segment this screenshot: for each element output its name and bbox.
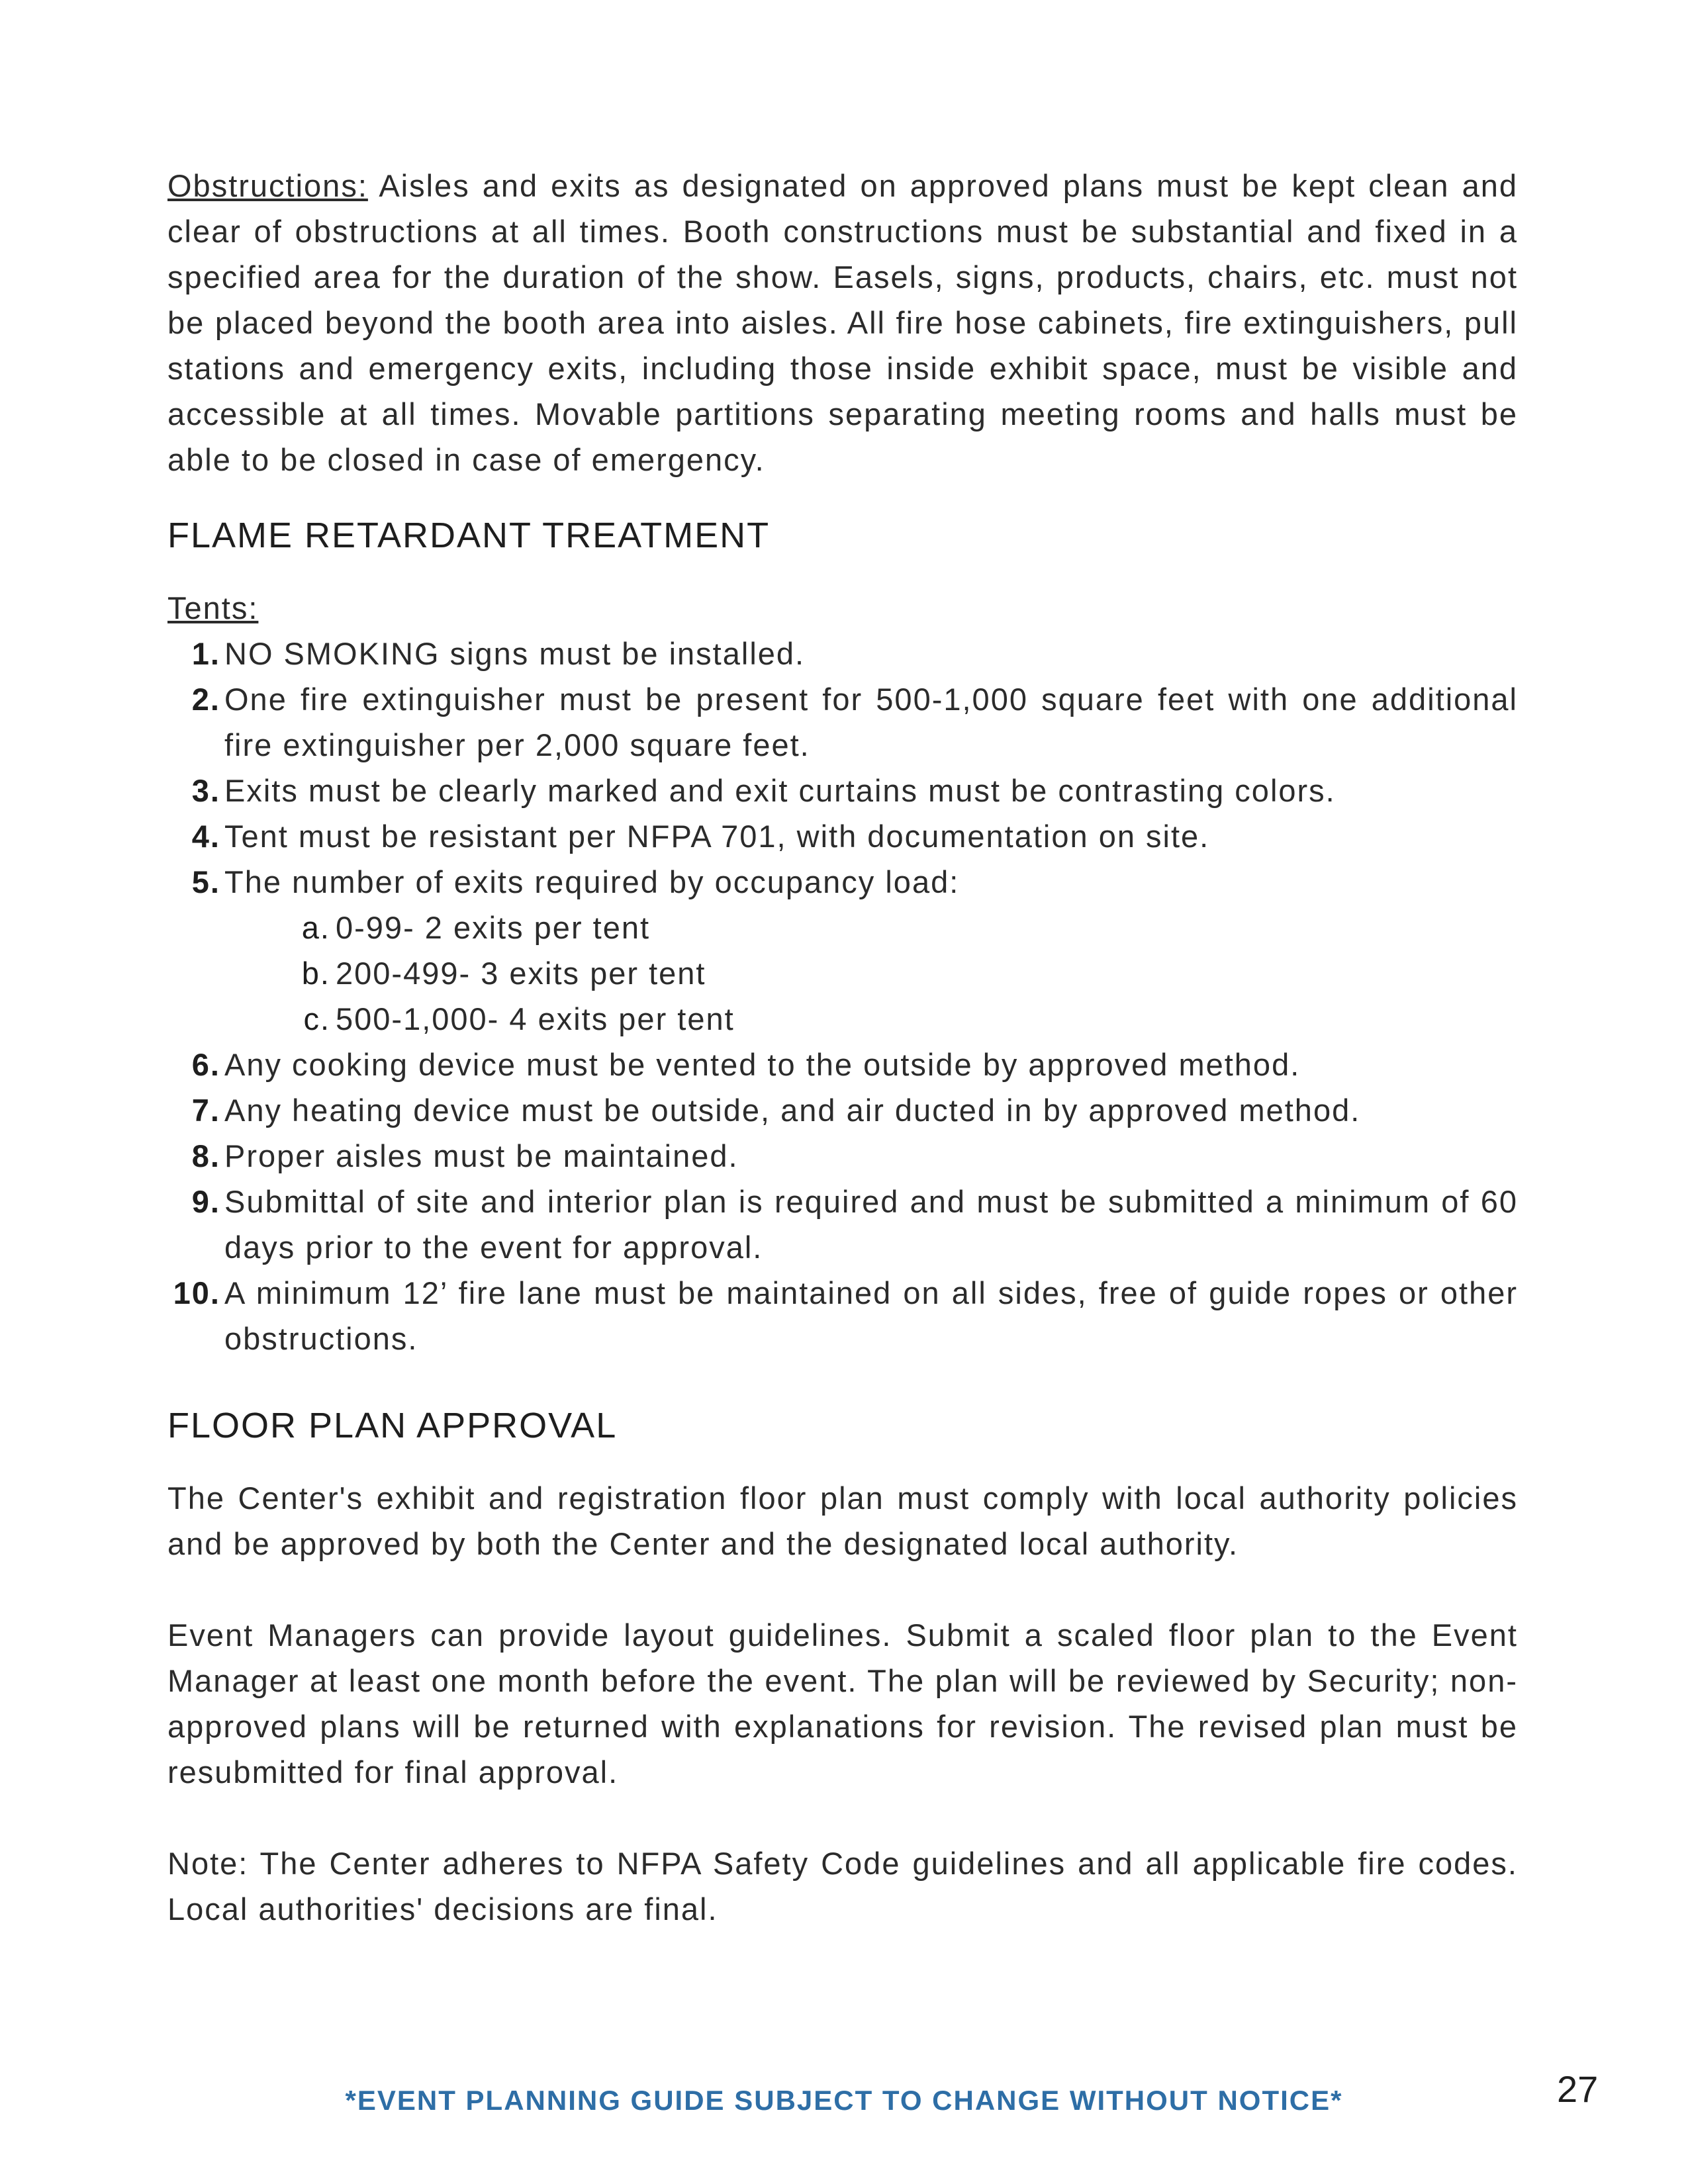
sublist-letter: c. <box>303 1001 330 1036</box>
list-item <box>167 768 1518 813</box>
page-content <box>167 163 1518 1932</box>
list-item-text: Exits must be clearly marked and exit curtains must be contrasting colors. <box>224 773 1336 808</box>
obstructions-label: Obstructions: <box>167 168 368 203</box>
list-number: 4. <box>191 819 220 854</box>
list-item <box>167 676 1518 768</box>
sublist-item <box>224 905 1518 950</box>
list-item <box>167 631 1518 676</box>
list-item-text: Any heating device must be outside, and air ducted in by approved method. <box>224 1093 1361 1128</box>
obstructions-paragraph <box>167 163 1518 482</box>
sublist-item <box>224 950 1518 996</box>
list-item <box>167 813 1518 859</box>
list-item <box>167 1270 1518 1361</box>
footer-notice: *EVENT PLANNING GUIDE SUBJECT TO CHANGE WITHOUT NOTICE* <box>345 2085 1343 2116</box>
list-number: 7. <box>191 1093 220 1128</box>
list-item-text: Proper aisles must be maintained. <box>224 1138 739 1173</box>
list-item <box>167 1179 1518 1270</box>
list-item-text: Tent must be resistant per NFPA 701, with documentation on site. <box>224 819 1210 854</box>
list-item-text: A minimum 12’ fire lane must be maintained on all sides, free of guide ropes or other obstructions. <box>224 1275 1518 1356</box>
sublist-item-text: 500-1,000- 4 exits per tent <box>336 1001 735 1036</box>
list-item <box>167 1087 1518 1133</box>
page-number: 27 <box>1557 2068 1599 2110</box>
obstructions-text: Aisles and exits as designated on approved plans must be kept clean and clear of obstructions at all times. Booth constructions must be substantial and fixed in a specified area for the duration of the show. Easels, signs, products, chairs, etc. must not be placed beyond the booth area into aisles. All fire hose cabinets, fire extinguishers, pull stations and emergency exits, including those inside exhibit space, must be visible and accessible at all times. Movable partitions separating meeting rooms and halls must be able to be closed in case of emergency. <box>167 168 1518 477</box>
list-item <box>167 1042 1518 1087</box>
list-item <box>167 859 1518 1042</box>
sublist-item-text: 0-99- 2 exits per tent <box>336 910 651 945</box>
list-item-text: One fire extinguisher must be present for 500-1,000 square feet with one additional fire extinguisher per 2,000 square feet. <box>224 682 1518 762</box>
sublist-item <box>224 996 1518 1042</box>
exits-sublist <box>224 905 1518 1042</box>
list-number: 3. <box>191 773 220 808</box>
list-item-text: Any cooking device must be vented to the outside by approved method. <box>224 1047 1301 1082</box>
flame-retardant-heading: FLAME RETARDANT TREATMENT <box>167 516 771 555</box>
list-number: 5. <box>191 864 220 899</box>
sublist-letter: b. <box>301 956 330 991</box>
list-item-text: The number of exits required by occupancy load: <box>224 864 960 899</box>
tents-label-line <box>167 585 1518 631</box>
list-number: 8. <box>191 1138 220 1173</box>
list-item-text: Submittal of site and interior plan is required and must be submitted a minimum of 60 days prior to the event for approval. <box>224 1184 1518 1265</box>
tent-requirements-list <box>167 631 1518 1361</box>
sublist-item-text: 200-499- 3 exits per tent <box>336 956 706 991</box>
list-number: 1. <box>191 636 220 671</box>
list-number: 10. <box>173 1275 220 1310</box>
sublist-letter: a. <box>301 910 330 945</box>
floor-plan-heading: FLOOR PLAN APPROVAL <box>167 1406 618 1445</box>
list-number: 2. <box>191 682 220 717</box>
floor-plan-paragraph-1: The Center's exhibit and registration floor plan must comply with local authority policies and be approved by both the Center and the designated local authority. <box>167 1480 1518 1561</box>
list-item <box>167 1133 1518 1179</box>
floor-plan-paragraph-2: Event Managers can provide layout guidelines. Submit a scaled floor plan to the Event Manager at least one month before the event. The plan will be reviewed by Security; non-approved plans will be returned with explanations for revision. The revised plan must be resubmitted for final approval. <box>167 1617 1518 1790</box>
floor-plan-note: Note: The Center adheres to NFPA Safety Code guidelines and all applicable fire codes. Local authorities' decisions are final. <box>167 1846 1518 1927</box>
list-number: 6. <box>191 1047 220 1082</box>
tents-label: Tents: <box>167 590 259 625</box>
list-item-text: NO SMOKING signs must be installed. <box>224 636 806 671</box>
list-number: 9. <box>191 1184 220 1219</box>
